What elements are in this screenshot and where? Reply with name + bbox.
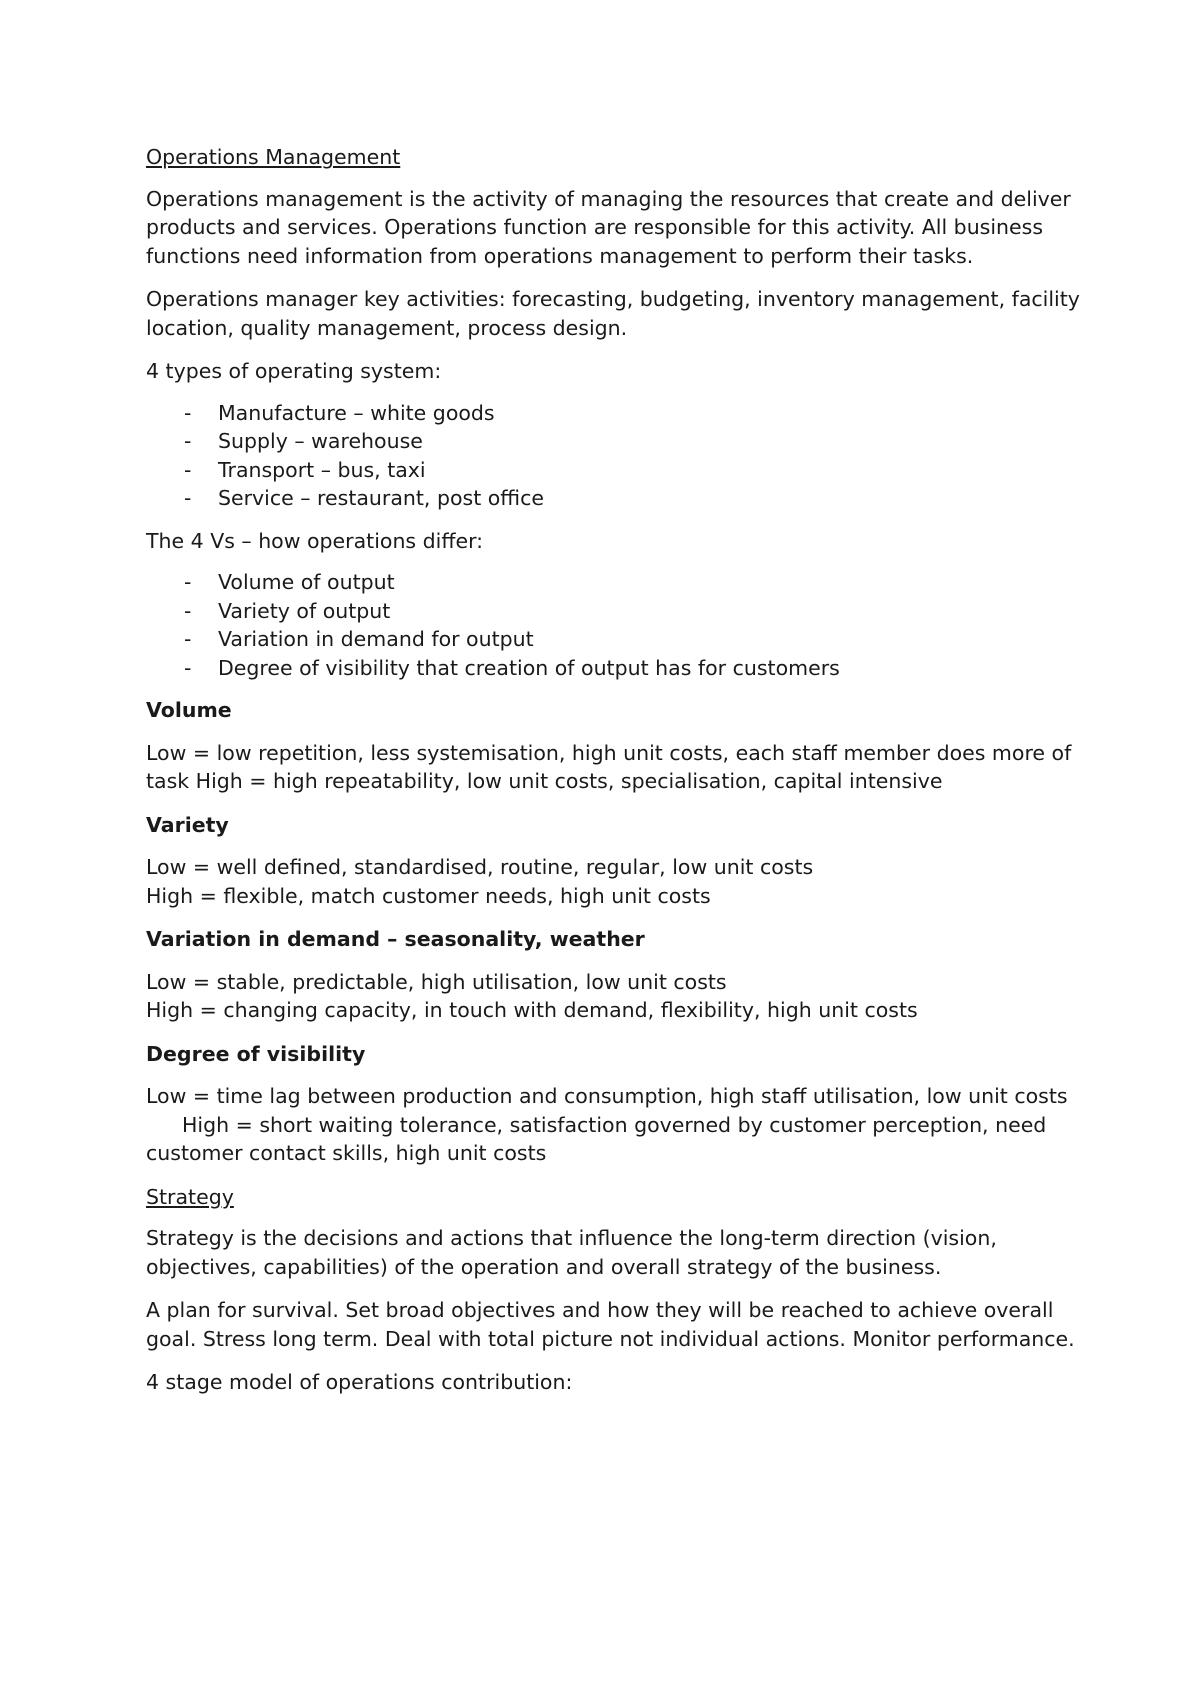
variation-paragraph: [146, 968, 1086, 1025]
list-item: - Degree of visibility that creation of output has for customers: [146, 654, 1086, 683]
dash-bullet: -: [184, 598, 192, 623]
document-page: [146, 143, 1086, 1412]
variety-high: High = flexible, match customer needs, high unit costs: [146, 883, 711, 908]
list-item: - Variation in demand for output: [146, 625, 1086, 654]
dash-bullet: -: [184, 457, 192, 482]
doc-title: Operations Management: [146, 145, 401, 169]
list-item: - Supply – warehouse: [146, 427, 1086, 456]
visibility-low: Low = time lag between production and consumption, high staff utilisation, low unit costs: [146, 1084, 1068, 1108]
visibility-paragraph: [146, 1082, 1086, 1168]
dash-bullet: -: [184, 400, 192, 425]
volume-paragraph: Low = low repetition, less systemisation, high unit costs, each staff member does more of task High = high repeatability, low unit costs, specialisation, capital intensive: [146, 740, 1072, 793]
variety-low: Low = well defined, standardised, routine, regular, low unit costs: [146, 855, 814, 879]
strategy-paragraph-1: Strategy is the decisions and actions that influence the long-term direction (vision, objectives, capabilities) of the operation and overall strategy of the business.: [146, 1226, 997, 1279]
dash-bullet: -: [184, 627, 192, 651]
dash-bullet: -: [184, 429, 192, 453]
list-item: - Volume of output: [146, 568, 1086, 597]
dash-bullet: -: [184, 570, 192, 594]
strategy-heading: Strategy: [146, 1184, 234, 1209]
dash-bullet: -: [184, 486, 192, 510]
list-item: - Variety of output: [146, 597, 1086, 626]
variation-heading: Variation in demand – seasonality, weather: [146, 927, 645, 951]
variation-high: High = changing capacity, in touch with demand, flexibility, high unit costs: [146, 998, 918, 1022]
visibility-heading: Degree of visibility: [146, 1041, 366, 1066]
variety-heading: Variety: [146, 812, 229, 837]
volume-heading: Volume: [146, 698, 232, 722]
variety-paragraph: [146, 853, 1086, 910]
variation-low: Low = stable, predictable, high utilisation, low unit costs: [146, 969, 727, 994]
key-activities-paragraph: Operations manager key activities: forecasting, budgeting, inventory management, facility location, quality management, process design.: [146, 287, 1080, 340]
dash-bullet: -: [184, 655, 192, 680]
list-item: - Service – restaurant, post office: [146, 484, 1086, 513]
vs-list: [146, 568, 1086, 682]
visibility-high: High = short waiting tolerance, satisfaction governed by customer perception, need customer contact skills, high unit costs: [146, 1112, 1047, 1165]
strategy-paragraph-2: A plan for survival. Set broad objectives and how they will be reached to achieve overall goal. Stress long term. Deal with total picture not individual actions. Monitor performance.: [146, 1298, 1075, 1351]
intro-paragraph: Operations management is the activity of managing the resources that create and deliver products and services. Operations function are responsible for this activity. All business functions need information from operations management to perform their tasks.: [146, 186, 1071, 268]
vs-heading: The 4 Vs – how operations differ:: [146, 528, 484, 553]
types-list: [146, 399, 1086, 513]
list-item: - Transport – bus, taxi: [146, 456, 1086, 485]
strategy-paragraph-3: 4 stage model of operations contribution:: [146, 1370, 573, 1394]
list-item: - Manufacture – white goods: [146, 399, 1086, 428]
types-heading: 4 types of operating system:: [146, 359, 442, 383]
